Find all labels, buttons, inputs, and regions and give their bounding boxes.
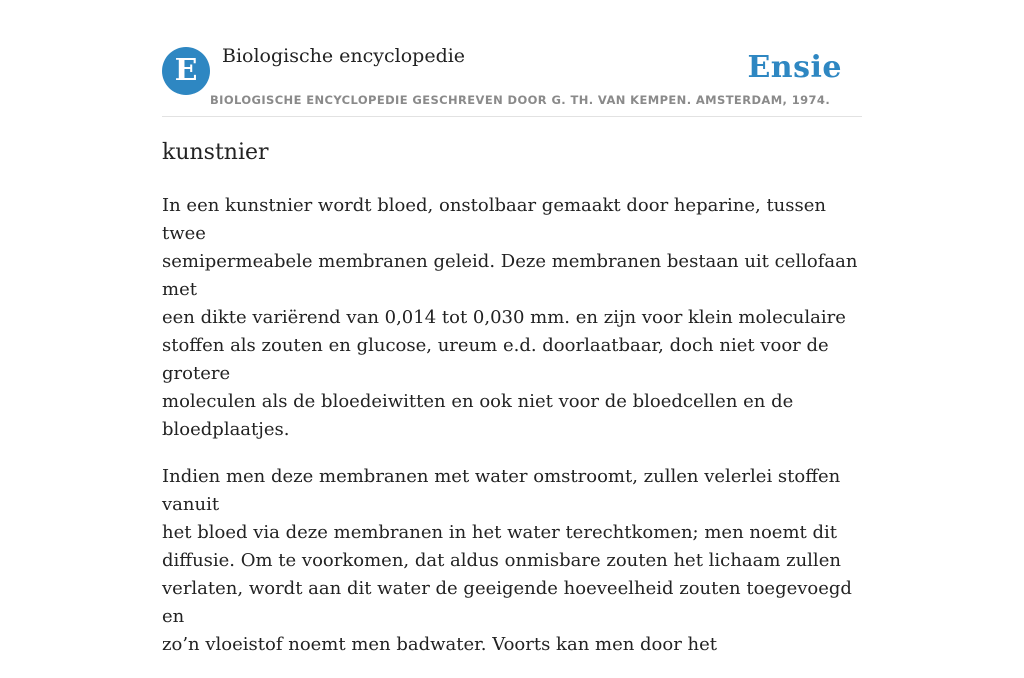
ensie-brand-logo[interactable]: Ensie [747,50,842,85]
text-line: zo’n vloeistof noemt men badwater. Voorts kan men door het [162,634,718,655]
entry-body [162,192,862,678]
paragraph-1 [162,192,862,444]
encyclopedia-logo-icon[interactable]: E [162,47,210,95]
text-line: het bloed via deze membranen in het water terechtkomen; men noemt dit [162,522,837,543]
header [162,0,862,117]
paragraph-2 [162,463,862,659]
text-line: moleculen als de bloedeiwitten en ook niet voor de bloedcellen en de [162,391,794,412]
text-line: een dikte variërend van 0,014 tot 0,030 mm. en zijn voor klein moleculaire [162,307,846,328]
text-line: semipermeabele membranen geleid. Deze membranen bestaan uit cellofaan met [162,251,858,300]
text-line: Indien men deze membranen met water omstroomt, zullen velerlei stoffen vanuit [162,466,841,515]
text-line: verlaten, wordt aan dit water de geeigende hoeveelheid zouten toegevoegd en [162,578,852,627]
text-line: diffusie. Om te voorkomen, dat aldus onmisbare zouten het lichaam zullen [162,550,841,571]
text-line: stoffen als zouten en glucose, ureum e.d. doorlaatbaar, doch niet voor de grotere [162,335,829,384]
entry-title: kunstnier [162,140,269,165]
content-container [162,0,862,655]
text-line: In een kunstnier wordt bloed, onstolbaar gemaakt door heparine, tussen twee [162,195,826,244]
book-title-link[interactable]: Biologische encyclopedie [222,45,466,67]
book-subtitle: BIOLOGISCHE ENCYCLOPEDIE GESCHREVEN DOOR G. TH. VAN KEMPEN. AMSTERDAM, 1974. [210,93,831,107]
text-line: bloedplaatjes. [162,419,290,440]
